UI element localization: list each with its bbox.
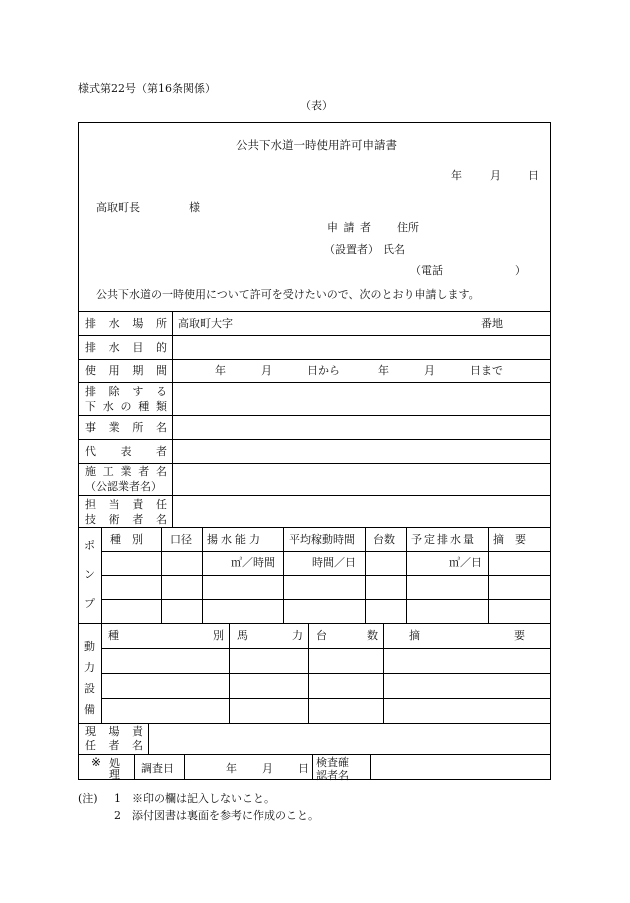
power-label-1: 動: [84, 640, 95, 653]
name-label: 氏名: [383, 243, 405, 256]
discharge-town: 高取町大字: [178, 317, 233, 330]
discharge-purpose-label: 排 水 目 的: [85, 341, 167, 354]
note-1-num: 1: [114, 792, 121, 805]
note-2-text: 添付図書は裏面を参考に作成のこと。: [132, 809, 319, 822]
honorific: 様: [189, 201, 200, 214]
addressee: 高取町長: [96, 201, 140, 214]
pump-header-capacity: 揚水能力: [207, 533, 263, 546]
side-label: （表）: [300, 99, 333, 112]
survey-date-label: 調査日: [141, 762, 174, 775]
period-year-2: 年: [378, 364, 389, 377]
power-header-count: 台 数: [316, 629, 378, 642]
representative-label: 代 表 者: [85, 445, 167, 458]
power-label-3: 設: [84, 682, 95, 695]
pump-unit-volume: ㎥／日: [449, 556, 482, 569]
pump-header-hours: 平均稼動時間: [289, 533, 355, 546]
inspector-label-1: 検査確: [316, 756, 349, 769]
contractor-label-2: （公認業者名）: [85, 480, 162, 493]
pump-label-3: プ: [84, 597, 95, 610]
inspector-label-2: 認者名: [316, 769, 349, 782]
address-label: 住所: [397, 221, 419, 234]
contractor-label-1: 施 工 業 者 名: [85, 465, 167, 478]
power-header-remarks: 摘 要: [409, 629, 525, 642]
discharge-place-label: 排 水 場 所: [85, 317, 167, 330]
engineer-label-2: 技 術 者 名: [85, 513, 167, 526]
pump-header-volume: 予定排水量: [411, 533, 476, 546]
period-month-2: 月: [424, 364, 435, 377]
process-label-1: 処: [109, 757, 120, 770]
engineer-label-1: 担 当 責 任: [85, 498, 167, 511]
pump-header-type: 種 別: [110, 533, 143, 546]
note-1-text: ※印の欄は記入しないこと。: [132, 792, 275, 805]
office-use-mark: ※: [91, 755, 102, 769]
period-year-1: 年: [215, 364, 226, 377]
date-month: 月: [490, 169, 501, 182]
period-month-1: 月: [261, 364, 272, 377]
date-year: 年: [451, 169, 462, 182]
pump-label-2: ン: [84, 568, 95, 581]
power-label-2: 力: [84, 661, 95, 674]
form-number: 様式第22号（第16条関係）: [78, 82, 216, 95]
note-2-num: 2: [114, 809, 121, 822]
discharge-lot: 番地: [481, 317, 503, 330]
pump-unit-hours: 時間／日: [312, 556, 356, 569]
phone-open: （電話: [410, 264, 443, 277]
site-manager-label-2: 任 者 名: [85, 739, 143, 752]
survey-year: 年: [226, 762, 237, 775]
pump-unit-capacity: ㎥／時間: [231, 556, 275, 569]
pump-header-remarks: 摘 要: [493, 533, 526, 546]
intro-text: 公共下水道の一時使用について許可を受けたいので、次のとおり申請します。: [96, 288, 480, 301]
installer-label: （設置者）: [324, 243, 379, 256]
power-header-type: 種 別: [108, 629, 224, 642]
office-name-label: 事 業 所 名: [85, 421, 167, 434]
period-day-2: 日まで: [470, 364, 503, 377]
survey-month: 月: [262, 762, 273, 775]
applicant-label: 申 請 者: [327, 221, 372, 234]
pump-header-count: 台数: [373, 533, 395, 546]
survey-day: 日: [298, 762, 309, 775]
site-manager-label-1: 現 場 責: [85, 725, 143, 738]
application-form: [78, 122, 551, 780]
sewage-type-label-2: 下 水 の 種 類: [85, 400, 167, 413]
period-day-1: 日から: [307, 364, 340, 377]
power-label-4: 備: [84, 703, 95, 716]
sewage-type-label-1: 排 除 す る: [85, 385, 167, 398]
pump-label-1: ポ: [84, 539, 95, 552]
notes-label: (注): [78, 792, 98, 805]
power-header-hp: 馬 力: [237, 629, 303, 642]
form-title: 公共下水道一時使用許可申請書: [236, 138, 397, 152]
pump-header-caliber: 口径: [170, 533, 192, 546]
phone-close: ）: [515, 264, 526, 277]
process-label-2: 理: [109, 768, 120, 781]
date-day: 日: [528, 169, 539, 182]
usage-period-label: 使 用 期 間: [85, 364, 167, 377]
